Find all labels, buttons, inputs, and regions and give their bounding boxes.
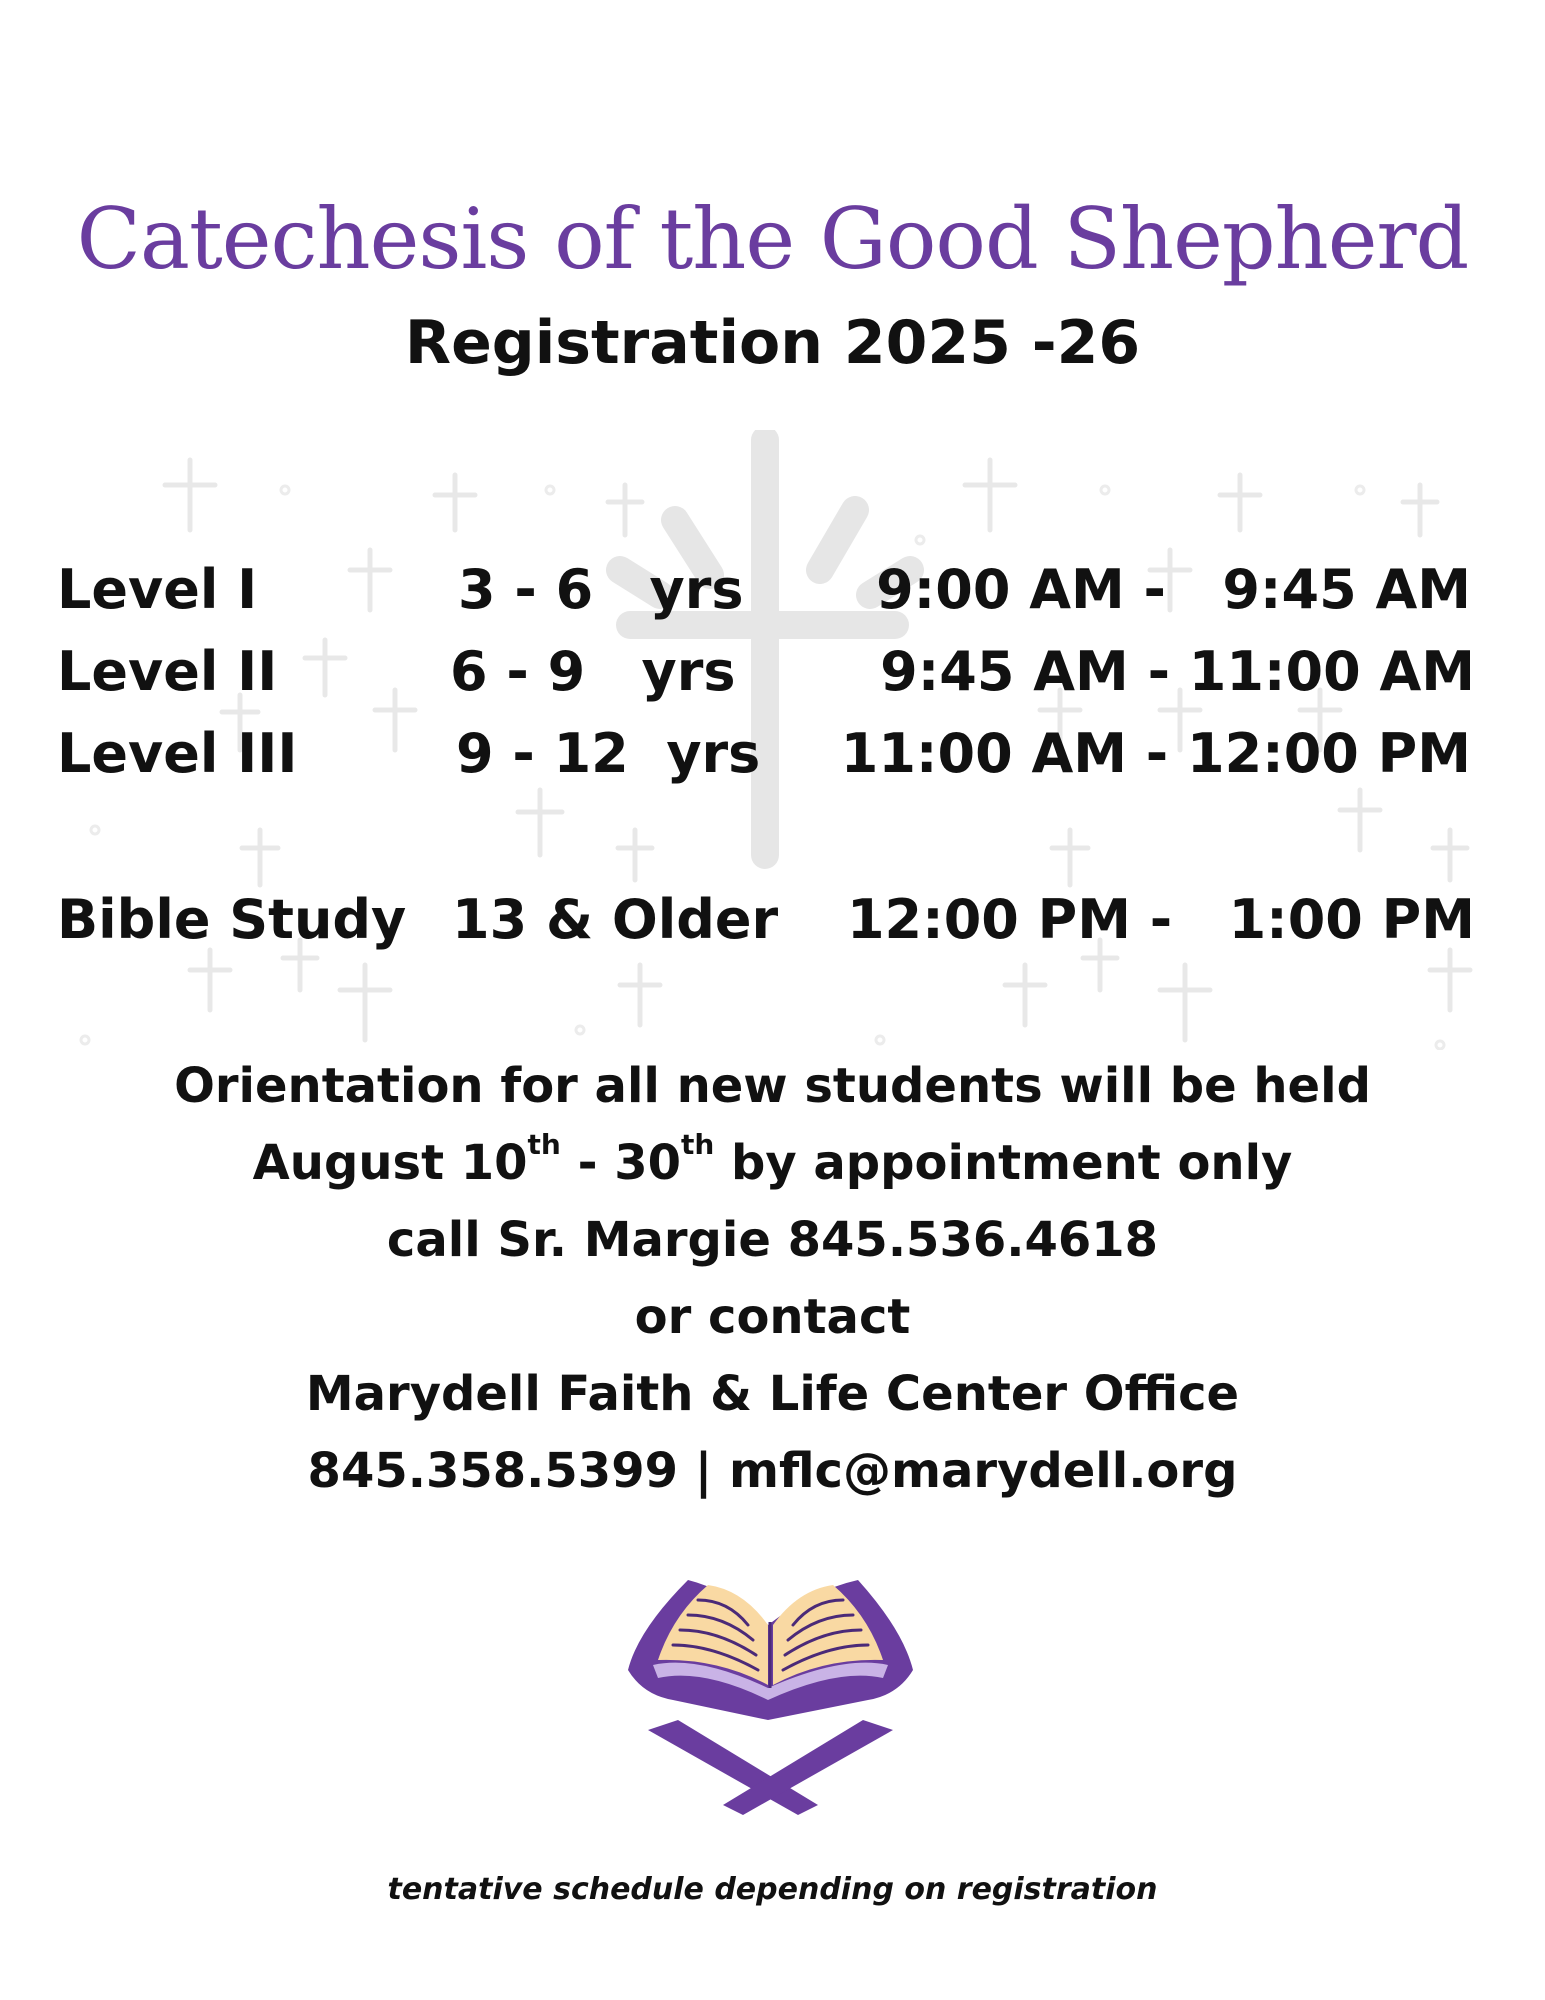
schedule-row: [0, 714, 1545, 794]
time-slot: 11:00 AM - 12:00 PM: [840, 722, 1471, 785]
schedule-row: [0, 632, 1545, 712]
orientation-dates: August 10th - 30th by appointment only: [252, 1128, 1293, 1191]
age-range: 13 & Older: [452, 888, 779, 951]
level-name: Level III: [57, 722, 298, 785]
orientation-line: Orientation for all new students will be held: [174, 1058, 1371, 1114]
page-subtitle: Registration 2025 -26: [404, 308, 1141, 378]
age-range: 9 - 12 yrs: [456, 722, 761, 785]
time-slot: 12:00 PM - 1:00 PM: [846, 888, 1475, 951]
contact-connector: or contact: [634, 1289, 911, 1345]
schedule-disclaimer: tentative schedule depending on registration: [387, 1872, 1158, 1907]
level-name: Level I: [57, 558, 258, 621]
age-range: 3 - 6 yrs: [458, 558, 744, 621]
office-contact: 845.358.5399 | mflc@marydell.org: [307, 1443, 1238, 1499]
orientation-info: [0, 1048, 1545, 1510]
schedule-row: [0, 880, 1545, 960]
time-slot: 9:00 AM - 9:45 AM: [876, 558, 1471, 621]
level-name: Bible Study: [57, 888, 407, 951]
time-slot: 9:45 AM - 11:00 AM: [880, 640, 1475, 703]
contact-phone-line: call Sr. Margie 845.536.4618: [386, 1212, 1159, 1268]
level-name: Level II: [57, 640, 278, 703]
open-book-on-stand-icon: [618, 1570, 923, 1815]
age-range: 6 - 9 yrs: [450, 640, 736, 703]
office-name: Marydell Faith & Life Center Office: [305, 1366, 1240, 1422]
page-title: Catechesis of the Good Shepherd: [76, 190, 1469, 288]
schedule-row: [0, 550, 1545, 630]
